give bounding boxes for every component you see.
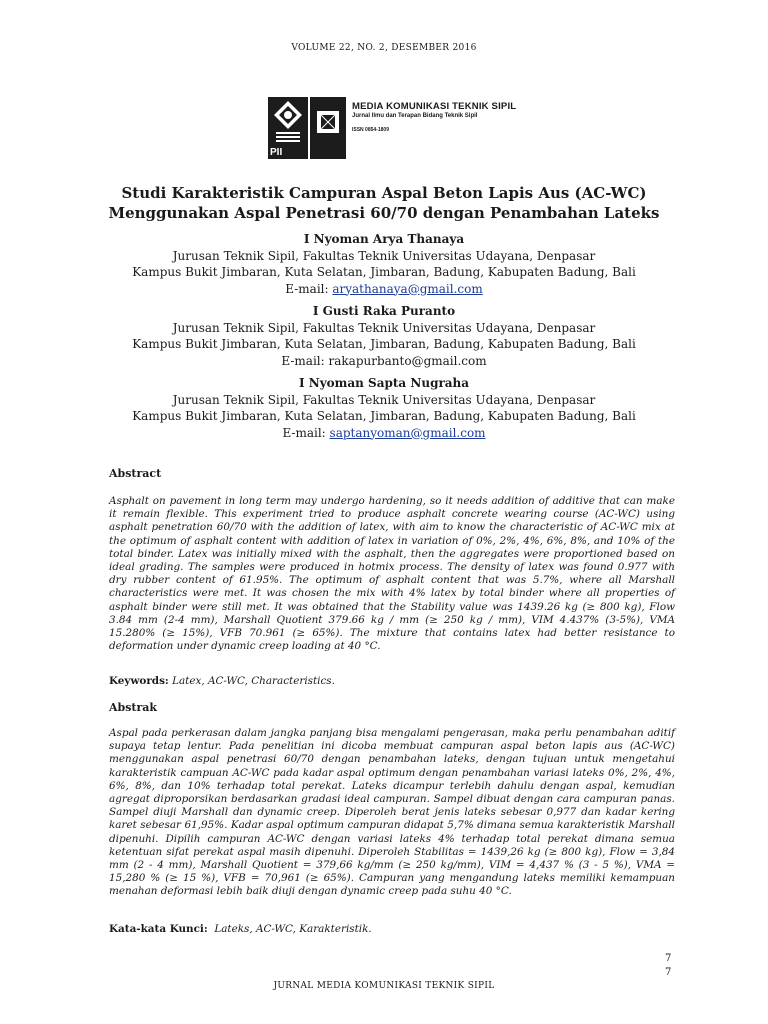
journal-logo xyxy=(268,97,518,159)
author-email-link[interactable]: aryathanaya@gmail.com xyxy=(332,281,483,296)
bmpttssi-label: BMPTTSSI xyxy=(354,150,382,156)
pii-label: PII xyxy=(270,147,283,158)
author-address: Kampus Bukit Jimbaran, Kuta Selatan, Jimbaran, Badung, Kabupaten Badung, Bali xyxy=(132,265,636,279)
email-label: E-mail: xyxy=(281,353,329,368)
keywords-label: Keywords: xyxy=(109,675,169,687)
title-line: Menggunakan Aspal Penetrasi 60/70 dengan Penambahan Lateks xyxy=(108,204,660,222)
author-email-line xyxy=(60,281,708,298)
pii-emblem xyxy=(268,97,308,159)
author-email: rakapurbanto@gmail.com xyxy=(328,353,487,368)
journal-name: MEDIA KOMUNIKASI TEKNIK SIPIL xyxy=(352,101,517,112)
journal-issn: ISSN 0854-1809 xyxy=(352,127,389,133)
email-label: E-mail: xyxy=(282,425,330,440)
kata-kunci-label: Kata-kata Kunci: xyxy=(109,923,208,935)
kata-kunci-line xyxy=(109,923,372,935)
paper-title xyxy=(60,183,708,223)
author-affiliation: Jurusan Teknik Sipil, Fakultas Teknik Universitas Udayana, Denpasar xyxy=(172,248,596,263)
author-name: I Nyoman Sapta Nugraha xyxy=(298,376,470,390)
journal-subtitle: Jurnal Ilmu dan Terapan Bidang Teknik Sipil xyxy=(352,113,478,119)
author-email-line xyxy=(60,425,708,442)
author-address: Kampus Bukit Jimbaran, Kuta Selatan, Jimbaran, Badung, Kabupaten Badung, Bali xyxy=(132,409,636,423)
page-number: 7 xyxy=(665,953,672,964)
title-line: Studi Karakteristik Campuran Aspal Beton Lapis Aus (AC-WC) xyxy=(121,184,647,202)
email-label: E-mail: xyxy=(285,281,333,296)
author-name: I Gusti Raka Puranto xyxy=(312,304,456,318)
author-name: I Nyoman Arya Thanaya xyxy=(303,232,465,246)
abstract-heading: Abstract xyxy=(109,467,162,480)
abstrak-heading: Abstrak xyxy=(109,701,158,714)
author-affiliation: Jurusan Teknik Sipil, Fakultas Teknik Universitas Udayana, Denpasar xyxy=(172,392,596,407)
keywords-line xyxy=(109,675,335,687)
kata-kunci-text: Lateks, AC-WC, Karakteristik. xyxy=(214,923,372,935)
logo-text-block xyxy=(352,101,518,133)
author-email-link[interactable]: saptanyoman@gmail.com xyxy=(329,425,486,440)
abstract-text: Asphalt on pavement in long term may undergo hardening, so it needs addition of additive that can make it remain flexible. This experiment tried to produce asphalt concrete wearing course (AC-WC) using asphalt penetration 60/70 with the addition of latex, with aim to know the characteristic of AC-WC mix at the optimum of asphalt content with addition of latex in variation of 0%, 2%, 4%, 6%, 8%, and 10% of the total binder. Latex was initially mixed with the asphalt, then the aggregates were proportioned based on ideal grading. The samples were produced in hotmix process. The density of latex was found 0.977 with dry rubber content of 61.95%. The optimum of asphalt content that was 5.7%, where all Marshall characteristics were met. It was chosen the mix with 4% latex by total binder where all properties of asphalt binder were still met. It was obtained that the Stability value was 1439.26 kg (≥ 800 kg), Flow 3.84 mm (2-4 mm), Marshall Quotient 379.66 kg / mm (≥ 250 kg / mm), VIM 4.437% (3-5%), VMA 15.280% (≥ 15%), VFB 70.961 (≥ 65%). The mixture that contains latex had better resistance to deformation under dynamic creep loading at 40 °C. xyxy=(109,495,675,653)
page-number: 7 xyxy=(665,967,672,978)
author-address: Kampus Bukit Jimbaran, Kuta Selatan, Jimbaran, Badung, Kabupaten Badung, Bali xyxy=(132,337,636,351)
author-block xyxy=(60,375,708,441)
keywords-text: Latex, AC-WC, Characteristics. xyxy=(172,675,335,687)
volume-header: VOLUME 22, NO. 2, DESEMBER 2016 xyxy=(291,43,477,53)
author-block xyxy=(60,231,708,297)
author-affiliation: Jurusan Teknik Sipil, Fakultas Teknik Universitas Udayana, Denpasar xyxy=(172,320,596,335)
author-list xyxy=(60,231,708,447)
journal-footer: JURNAL MEDIA KOMUNIKASI TEKNIK SIPIL xyxy=(273,981,495,991)
emblem-icon xyxy=(268,97,308,145)
square-emblem-icon xyxy=(310,97,346,147)
author-email-line xyxy=(60,353,708,370)
author-block xyxy=(60,303,708,369)
abstrak-text: Aspal pada perkerasan dalam jangka panjang bisa mengalami pengerasan, maka perlu penambahan aditif supaya tetap lentur. Pada penelitian ini dicoba membuat campuran aspal beton lapis aus (AC-WC) menggunakan aspal penetrasi 60/70 dengan penambahan lateks, dengan tujuan untuk mengetahui karakteristik campuan AC-WC pada kadar aspal optimum dengan penambahan variasi lateks 0%, 2%, 4%, 6%, 8%, dan 10% terhadap total perekat. Lateks dicampur terlebih dahulu dengan aspal, kemudian agregat diproporsikan berdasarkan gradasi ideal campuran. Sampel dibuat dengan cara campuran panas. Sampel diuji Marshall dan dynamic creep. Diperoleh berat jenis lateks sebesar 0,977 dan kadar kering karet sebesar 61,95%. Kadar aspal optimum campuran didapat 5,7% dimana semua karakteristik Marshall dipenuhi. Dipilih campuran AC-WC dengan variasi lateks 4% terhadap total perekat dimana semua ketentuan sifat perekat aspal masih dipenuhi. Diperoleh Stabilitas = 1439,26 kg (≥ 800 kg), Flow = 3,84 mm (2 - 4 mm), Marshall Quotient = 379,66 kg/mm (≥ 250 kg/mm), VIM = 4,437 % (3 - 5 %), VMA = 15,280 % (≥ 15 %), VFB = 70,961 (≥ 65%). Campuran yang mengandung lateks memiliki kemampuan menahan deformasi lebih baik diuji dengan dynamic creep pada suhu 40 °C. xyxy=(109,727,675,898)
